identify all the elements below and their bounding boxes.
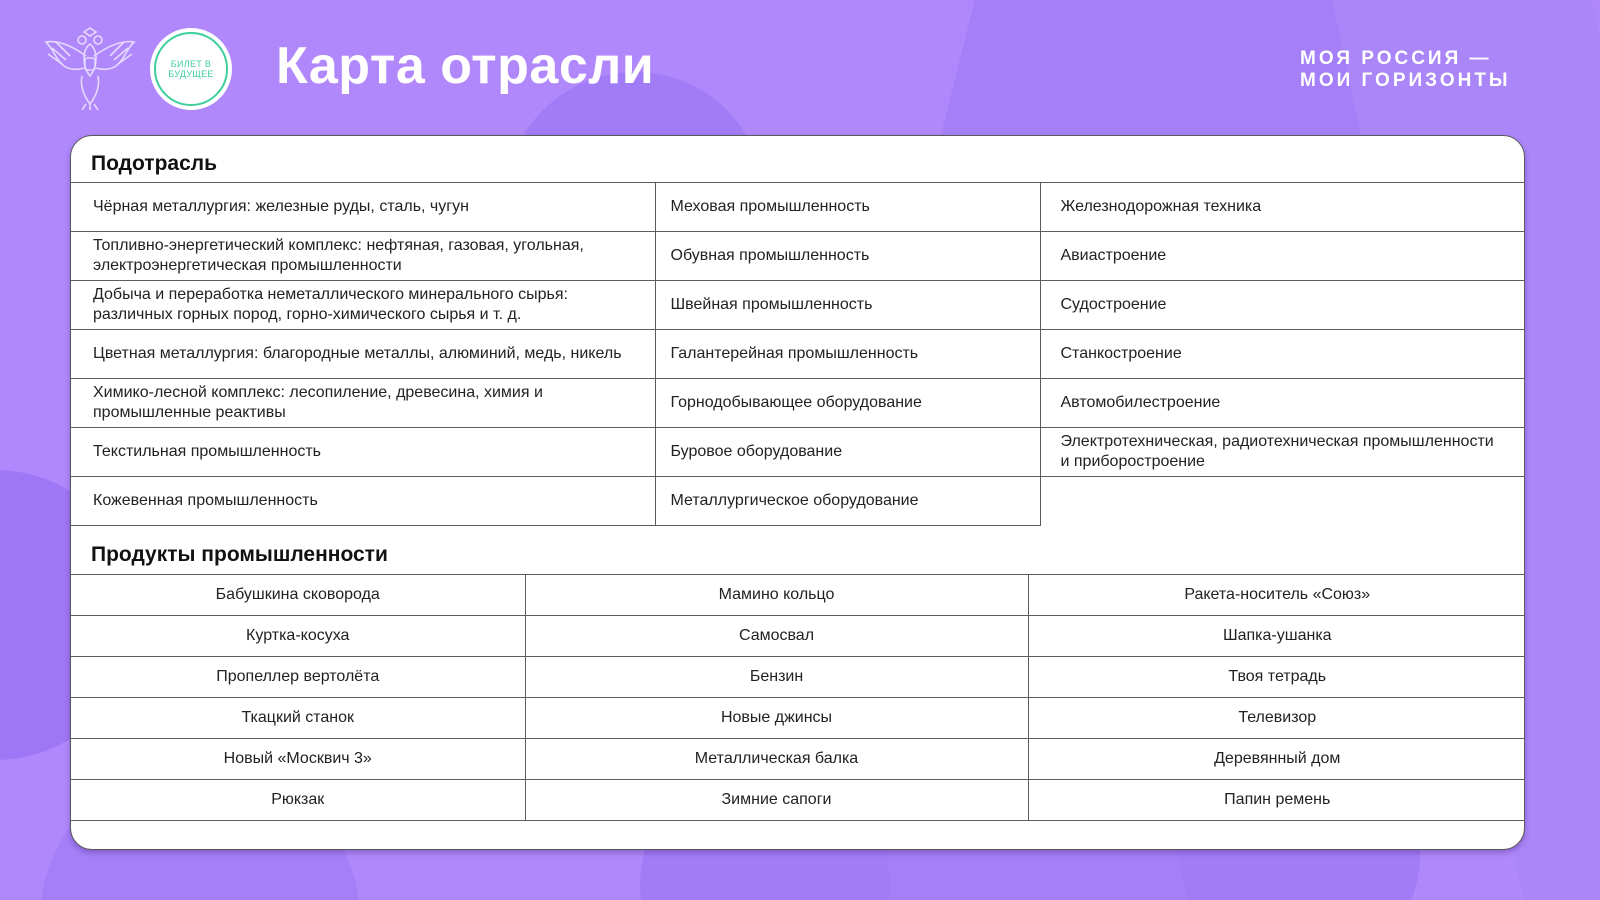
product-cell: Зимние сапоги — [525, 780, 1028, 821]
products-title: Продукты промышленности — [91, 543, 388, 566]
product-cell: Куртка-косуха — [71, 616, 525, 657]
product-cell: Ракета-носитель «Союз» — [1028, 575, 1525, 616]
products-table — [71, 574, 1525, 821]
product-cell: Мамино кольцо — [525, 575, 1028, 616]
subsector-row — [71, 232, 1525, 281]
product-row — [71, 616, 1525, 657]
subsector-cell: Меховая промышленность — [655, 183, 1040, 232]
product-cell: Бензин — [525, 657, 1028, 698]
slogan-line2: МОИ ГОРИЗОНТЫ — [1300, 70, 1511, 91]
product-cell: Новые джинсы — [525, 698, 1028, 739]
subsector-cell: Станкостроение — [1040, 330, 1525, 379]
subsector-row — [71, 428, 1525, 477]
product-row — [71, 739, 1525, 780]
subsector-cell: Топливно-энергетический комплекс: нефтяная, газовая, угольная, электроэнергетическая промышленности — [71, 232, 655, 281]
product-row — [71, 657, 1525, 698]
subsector-cell: Цветная металлургия: благородные металлы, алюминий, медь, никель — [71, 330, 655, 379]
subsector-cell — [1040, 477, 1525, 526]
product-row — [71, 575, 1525, 616]
logo-text-line2: БУДУЩЕЕ — [168, 69, 214, 79]
subsector-cell: Текстильная промышленность — [71, 428, 655, 477]
subsector-row — [71, 330, 1525, 379]
subsector-cell: Кожевенная промышленность — [71, 477, 655, 526]
bilet-v-budushchee-logo-icon — [150, 28, 232, 110]
subsector-cell: Электротехническая, радиотехническая промышленности и приборостроение — [1040, 428, 1525, 477]
product-cell: Бабушкина сковорода — [71, 575, 525, 616]
product-cell: Шапка-ушанка — [1028, 616, 1525, 657]
product-row — [71, 780, 1525, 821]
product-cell: Деревянный дом — [1028, 739, 1525, 780]
subsector-cell: Швейная промышленность — [655, 281, 1040, 330]
product-cell: Телевизор — [1028, 698, 1525, 739]
subsector-cell: Железнодорожная техника — [1040, 183, 1525, 232]
slogan — [1300, 48, 1570, 92]
product-cell: Новый «Москвич 3» — [71, 739, 525, 780]
subsectors-title: Подотрасль — [91, 152, 217, 175]
content-card — [70, 135, 1525, 850]
logo-inner — [154, 32, 228, 106]
product-cell: Ткацкий станок — [71, 698, 525, 739]
eagle-emblem-icon — [42, 26, 138, 110]
product-cell: Металлическая балка — [525, 739, 1028, 780]
subsector-row — [71, 183, 1525, 232]
subsector-cell: Добыча и переработка неметаллического минерального сырья: различных горных пород, горно-химического сырья и т. д. — [71, 281, 655, 330]
logo-text-line1: БИЛЕТ В — [170, 59, 212, 69]
subsector-cell: Чёрная металлургия: железные руды, сталь, чугун — [71, 183, 655, 232]
subsector-row — [71, 281, 1525, 330]
product-cell: Самосвал — [525, 616, 1028, 657]
page-title: Карта отрасли — [276, 37, 655, 95]
subsector-cell: Буровое оборудование — [655, 428, 1040, 477]
subsector-cell: Автомобилестроение — [1040, 379, 1525, 428]
product-cell: Твоя тетрадь — [1028, 657, 1525, 698]
subsectors-table — [71, 182, 1525, 526]
product-cell: Папин ремень — [1028, 780, 1525, 821]
product-cell: Рюкзак — [71, 780, 525, 821]
subsector-row — [71, 379, 1525, 428]
subsector-cell: Галантерейная промышленность — [655, 330, 1040, 379]
subsector-cell: Судостроение — [1040, 281, 1525, 330]
subsector-cell: Обувная промышленность — [655, 232, 1040, 281]
subsector-cell: Химико-лесной комплекс: лесопиление, древесина, химия и промышленные реактивы — [71, 379, 655, 428]
product-row — [71, 698, 1525, 739]
product-cell: Пропеллер вертолёта — [71, 657, 525, 698]
subsector-cell: Металлургическое оборудование — [655, 477, 1040, 526]
slogan-line1: МОЯ РОССИЯ — — [1300, 48, 1492, 69]
subsector-cell: Авиастроение — [1040, 232, 1525, 281]
subsector-row — [71, 477, 1525, 526]
subsector-cell: Горнодобывающее оборудование — [655, 379, 1040, 428]
